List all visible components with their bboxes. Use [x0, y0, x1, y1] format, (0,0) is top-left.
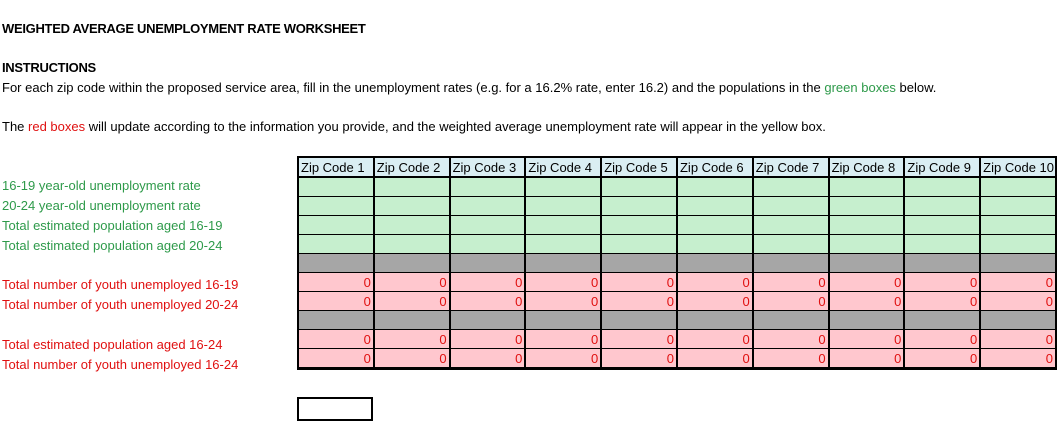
computed-cell: 0 [980, 330, 1056, 349]
input-cell[interactable] [753, 197, 829, 216]
input-cell[interactable] [601, 235, 677, 254]
input-cell[interactable] [298, 177, 374, 197]
row-label-unemployed-16-24: Total number of youth unemployed 16-24 [2, 357, 239, 372]
computed-cell: 0 [753, 273, 829, 292]
input-cell[interactable] [829, 197, 905, 216]
input-cell[interactable] [374, 177, 450, 197]
input-cell[interactable] [753, 216, 829, 235]
computed-cell: 0 [374, 273, 450, 292]
computed-cell: 0 [601, 273, 677, 292]
spacer-cell [677, 311, 753, 330]
computed-cell: 0 [374, 330, 450, 349]
zip-code-header: Zip Code 3 [450, 157, 526, 177]
input-row-population-20-24 [298, 235, 1056, 254]
input-cell[interactable] [450, 197, 526, 216]
input-cell[interactable] [601, 197, 677, 216]
input-cell[interactable] [980, 216, 1056, 235]
spacer-cell [753, 254, 829, 273]
spacer-cell [980, 311, 1056, 330]
green-boxes-reference: green boxes [824, 80, 896, 95]
input-cell[interactable] [298, 216, 374, 235]
input-cell[interactable] [980, 197, 1056, 216]
computed-cell: 0 [980, 273, 1056, 292]
input-cell[interactable] [450, 235, 526, 254]
computed-cell: 0 [753, 292, 829, 311]
row-label-unemployment-rate-20-24: 20-24 year-old unemployment rate [2, 198, 201, 213]
input-cell[interactable] [829, 216, 905, 235]
input-row-population-16-19 [298, 216, 1056, 235]
input-cell[interactable] [677, 177, 753, 197]
computed-cell: 0 [677, 273, 753, 292]
input-cell[interactable] [525, 216, 601, 235]
spacer-cell [904, 254, 980, 273]
spacer-row [298, 254, 1056, 273]
computed-cell: 0 [450, 330, 526, 349]
zip-code-header: Zip Code 10 [980, 157, 1056, 177]
computed-cell: 0 [450, 273, 526, 292]
input-cell[interactable] [374, 216, 450, 235]
input-cell[interactable] [374, 197, 450, 216]
spacer-row [298, 311, 1056, 330]
computed-cell: 0 [525, 273, 601, 292]
input-cell[interactable] [677, 235, 753, 254]
computed-cell: 0 [525, 349, 601, 369]
spacer-cell [753, 311, 829, 330]
input-cell[interactable] [525, 197, 601, 216]
spacer-cell [450, 254, 526, 273]
zip-code-header: Zip Code 1 [298, 157, 374, 177]
zip-code-header: Zip Code 7 [753, 157, 829, 177]
zip-code-header: Zip Code 6 [677, 157, 753, 177]
spacer-cell [677, 254, 753, 273]
computed-row-unemployed-20-24 [298, 292, 1056, 311]
input-cell[interactable] [298, 235, 374, 254]
zip-code-header: Zip Code 4 [525, 157, 601, 177]
computed-cell: 0 [677, 349, 753, 369]
input-cell[interactable] [298, 197, 374, 216]
computed-row-unemployed-16-24 [298, 349, 1056, 369]
red-boxes-reference: red boxes [28, 119, 86, 134]
spacer-cell [525, 311, 601, 330]
zip-code-header: Zip Code 5 [601, 157, 677, 177]
input-cell[interactable] [904, 197, 980, 216]
input-cell[interactable] [601, 177, 677, 197]
spacer-cell [525, 254, 601, 273]
spacer-cell [829, 311, 905, 330]
instructions-line-2-text-b: will update according to the information you provide, and the weighted average unemployment rate will appear in the yellow box. [85, 119, 826, 134]
computed-cell: 0 [601, 349, 677, 369]
input-cell[interactable] [904, 177, 980, 197]
computed-cell: 0 [525, 330, 601, 349]
computed-cell: 0 [601, 292, 677, 311]
weighted-average-result-box[interactable] [297, 397, 373, 421]
spacer-cell [829, 254, 905, 273]
input-cell[interactable] [450, 216, 526, 235]
spacer-cell [374, 254, 450, 273]
computed-cell: 0 [298, 330, 374, 349]
computed-cell: 0 [904, 292, 980, 311]
input-cell[interactable] [980, 235, 1056, 254]
row-label-population-20-24: Total estimated population aged 20-24 [2, 238, 223, 253]
computed-cell: 0 [298, 273, 374, 292]
computed-cell: 0 [374, 349, 450, 369]
instructions-line-1 [2, 80, 936, 95]
computed-cell: 0 [450, 292, 526, 311]
input-cell[interactable] [904, 216, 980, 235]
row-label-unemployed-16-19: Total number of youth unemployed 16-19 [2, 277, 239, 292]
computed-cell: 0 [980, 292, 1056, 311]
computed-cell: 0 [374, 292, 450, 311]
input-cell[interactable] [677, 197, 753, 216]
input-cell[interactable] [525, 235, 601, 254]
computed-cell: 0 [298, 349, 374, 369]
spacer-cell [980, 254, 1056, 273]
zip-code-header: Zip Code 9 [904, 157, 980, 177]
instructions-heading: INSTRUCTIONS [2, 60, 96, 75]
spacer-cell [601, 311, 677, 330]
spacer-cell [298, 311, 374, 330]
spacer-cell [374, 311, 450, 330]
computed-cell: 0 [829, 273, 905, 292]
computed-cell: 0 [904, 330, 980, 349]
zip-code-header: Zip Code 8 [829, 157, 905, 177]
computed-cell: 0 [753, 349, 829, 369]
spacer-cell [904, 311, 980, 330]
computed-cell: 0 [829, 330, 905, 349]
input-cell[interactable] [753, 235, 829, 254]
spacer-cell [298, 254, 374, 273]
worksheet-title: WEIGHTED AVERAGE UNEMPLOYMENT RATE WORKSHEET [2, 21, 366, 36]
input-cell[interactable] [374, 235, 450, 254]
computed-cell: 0 [601, 330, 677, 349]
computed-cell: 0 [829, 349, 905, 369]
spacer-cell [601, 254, 677, 273]
header-row [298, 157, 1056, 177]
row-label-unemployed-20-24: Total number of youth unemployed 20-24 [2, 297, 239, 312]
computed-cell: 0 [677, 330, 753, 349]
input-cell[interactable] [753, 177, 829, 197]
computed-row-unemployed-16-19 [298, 273, 1056, 292]
input-cell[interactable] [829, 235, 905, 254]
input-cell[interactable] [980, 177, 1056, 197]
instructions-line-1-text-a: For each zip code within the proposed service area, fill in the unemployment rates (e.g. for a 16.2% rate, enter 16.2) and the populations in the [2, 80, 825, 95]
computed-cell: 0 [904, 349, 980, 369]
input-cell[interactable] [450, 177, 526, 197]
computed-row-population-16-24 [298, 330, 1056, 349]
input-cell[interactable] [525, 177, 601, 197]
row-label-unemployment-rate-16-19: 16-19 year-old unemployment rate [2, 178, 201, 193]
computed-cell: 0 [525, 292, 601, 311]
zip-code-table [297, 156, 1057, 370]
input-cell[interactable] [829, 177, 905, 197]
computed-cell: 0 [298, 292, 374, 311]
input-cell[interactable] [601, 216, 677, 235]
input-row-unemployment-rate-16-19 [298, 177, 1056, 197]
input-cell[interactable] [677, 216, 753, 235]
computed-cell: 0 [829, 292, 905, 311]
computed-cell: 0 [450, 349, 526, 369]
instructions-line-2 [2, 119, 826, 134]
input-row-unemployment-rate-20-24 [298, 197, 1056, 216]
computed-cell: 0 [753, 330, 829, 349]
input-cell[interactable] [904, 235, 980, 254]
computed-cell: 0 [904, 273, 980, 292]
instructions-line-2-text-a: The [2, 119, 29, 134]
spacer-cell [450, 311, 526, 330]
row-label-population-16-19: Total estimated population aged 16-19 [2, 218, 223, 233]
computed-cell: 0 [677, 292, 753, 311]
computed-cell: 0 [980, 349, 1056, 369]
instructions-line-1-text-b: below. [895, 80, 937, 95]
row-label-population-16-24: Total estimated population aged 16-24 [2, 337, 223, 352]
zip-code-header: Zip Code 2 [374, 157, 450, 177]
